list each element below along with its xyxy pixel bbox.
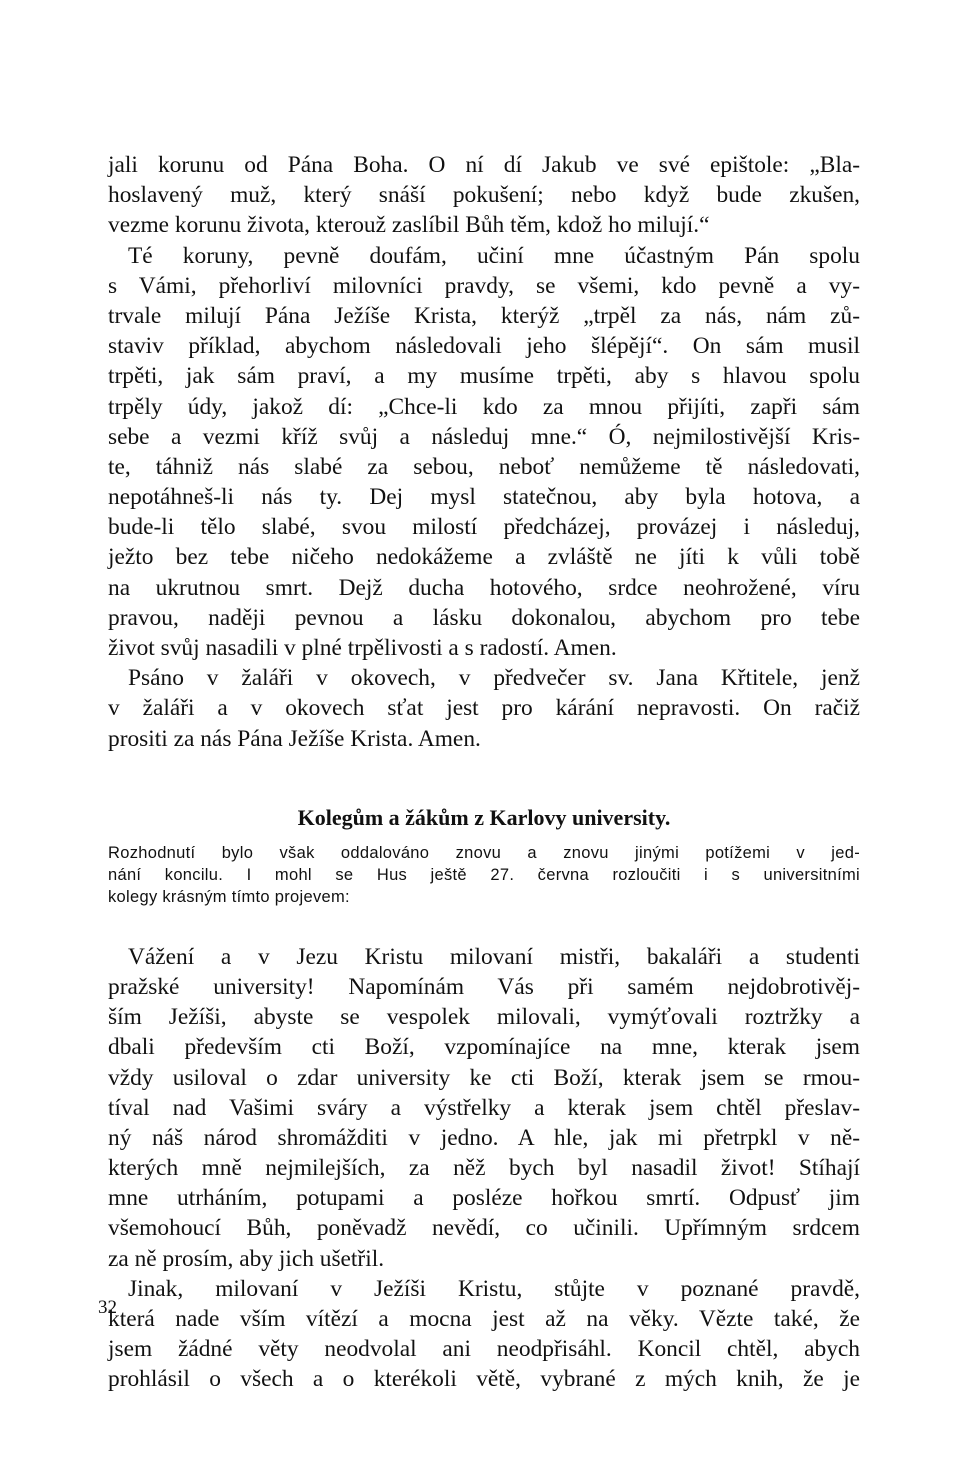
text-line: v žaláři a v okovech sťat jest pro kárání nepravosti. On račiž: [108, 695, 860, 722]
text-line: hoslavený muž, který snáší pokušení; nebo když bude zkušen,: [108, 182, 860, 209]
text-line: Té koruny, pevně doufám, učiní mne účastným Pán spolu: [128, 242, 860, 269]
text-line: ježto bez tebe ničeho nedokážeme a zvláště ne jíti k vůli tobě: [108, 544, 860, 571]
text-line: na ukrutnou smrt. Dejž ducha hotového, srdce neohrožené, víru: [108, 574, 860, 601]
paragraph-3: [108, 663, 860, 754]
text-line: Psáno v žaláři v okovech, v předvečer sv. Jana Křtitele, jenž: [128, 665, 860, 692]
text-line: mne utrháním, potupami a posléze hořkou smrtí. Odpusť jim: [108, 1185, 860, 1212]
page-body: [108, 150, 860, 1395]
paragraph-5: [108, 1274, 860, 1395]
text-line: Vážení a v Jezu Kristu milovaní mistři, bakaláři a studenti: [128, 943, 860, 970]
text-line: jsem žádné věty neodvolal ani neodpřisáhl. Koncil chtěl, abych: [108, 1336, 860, 1363]
paragraph-1: [108, 150, 860, 241]
text-line: trpěly údy, jakož dí: „Chce-li kdo za mnou přijíti, zapři sám: [108, 393, 860, 420]
text-line: vždy usiloval o zdar university ke cti Boží, kterak jsem se rmou-: [108, 1064, 860, 1091]
text-line: život svůj nasadili v plné trpělivosti a s radostí. Amen.: [108, 635, 617, 661]
text-line: pražské university! Napomínám Vás při samém nejdobrotivěj-: [108, 973, 860, 1000]
text-line: trpěti, jak sám praví, a my musíme trpěti, aby s hlavou spolu: [108, 363, 860, 390]
text-line: ný náš národ shromážditi v jedno. A hle, jak mi přetrpkl v ně-: [108, 1124, 860, 1151]
spacer: [108, 908, 860, 942]
text-line: tíval nad Vašimi sváry a výstřelky a kterak jsem chtěl přeslav-: [108, 1094, 860, 1121]
text-line: Jinak, milovaní v Ježíši Kristu, stůjte v poznané pravdě,: [128, 1275, 860, 1302]
text-line: ším Ježíši, abyste se vespolek milovali, vymýťovali roztržky a: [108, 1004, 860, 1031]
text-line: te, táhniž nás slabé za sebou, neboť nemůžeme tě následovati,: [108, 453, 860, 480]
text-line: kterých mně nejmilejších, za něž bych byl nasadil život! Stíhají: [108, 1155, 860, 1182]
page-number: 32: [98, 1297, 117, 1318]
note-line: nání koncilu. I mohl se Hus ještě 27. června rozloučiti i s universitními: [108, 865, 860, 884]
text-line: která nade vším vítězí a mocna jest až na věky. Vězte také, že: [108, 1306, 860, 1332]
section-heading: Kolegům a žákům z Karlovy university.: [297, 804, 671, 830]
text-line: za ně prosím, aby jich ušetřil.: [108, 1245, 385, 1272]
text-line: trvale milují Pána Ježíše Krista, kterýž „trpěl za nás, nám zů-: [108, 302, 860, 329]
text-line: dbali především cti Boží, vzpomínajíce na mne, kterak jsem: [108, 1034, 860, 1061]
note-line: Rozhodnutí bylo však oddalováno znovu a znovu jinými potížemi v jed-: [108, 843, 860, 862]
text-line: prohlásil o všech a o kterékoli větě, vybrané z mých knih, že je: [108, 1366, 860, 1393]
text-line: bude-li tělo slabé, svou milostí předcházej, provázej i následuj,: [108, 514, 860, 541]
text-line: pravou, naději pevnou a lásku dokonalou, abychom pro tebe: [108, 604, 860, 631]
text-line: sebe a vezmi kříž svůj a následuj mne.“ Ó, nejmilostivější Kris-: [108, 423, 860, 450]
paragraph-4: [108, 942, 860, 1274]
editorial-note: [108, 842, 860, 908]
text-line: jali korunu od Pána Boha. O ní dí Jakub ve své epištole: „Bla-: [108, 152, 860, 178]
note-line: kolegy krásným tímto projevem:: [108, 887, 350, 906]
text-line: nepotáhneš-li nás ty. Dej mysl statečnou, aby byla hotova, a: [108, 484, 860, 511]
text-line: vezme korunu života, kterouž zaslíbil Bůh těm, kdož ho milují.“: [108, 212, 710, 239]
text-line: staviv příklad, abychom následovali jeho šlépějí“. On sám musil: [108, 333, 860, 360]
text-line: s Vámi, přehorliví milovníci pravdy, se všemi, kdo pevně a vy-: [108, 272, 860, 299]
paragraph-2: [108, 241, 860, 664]
text-line: všemohoucí Bůh, poněvadž nevědí, co učinili. Upřímným srdcem: [108, 1215, 860, 1242]
text-line: prositi za nás Pána Ježíše Krista. Amen.: [108, 725, 481, 752]
